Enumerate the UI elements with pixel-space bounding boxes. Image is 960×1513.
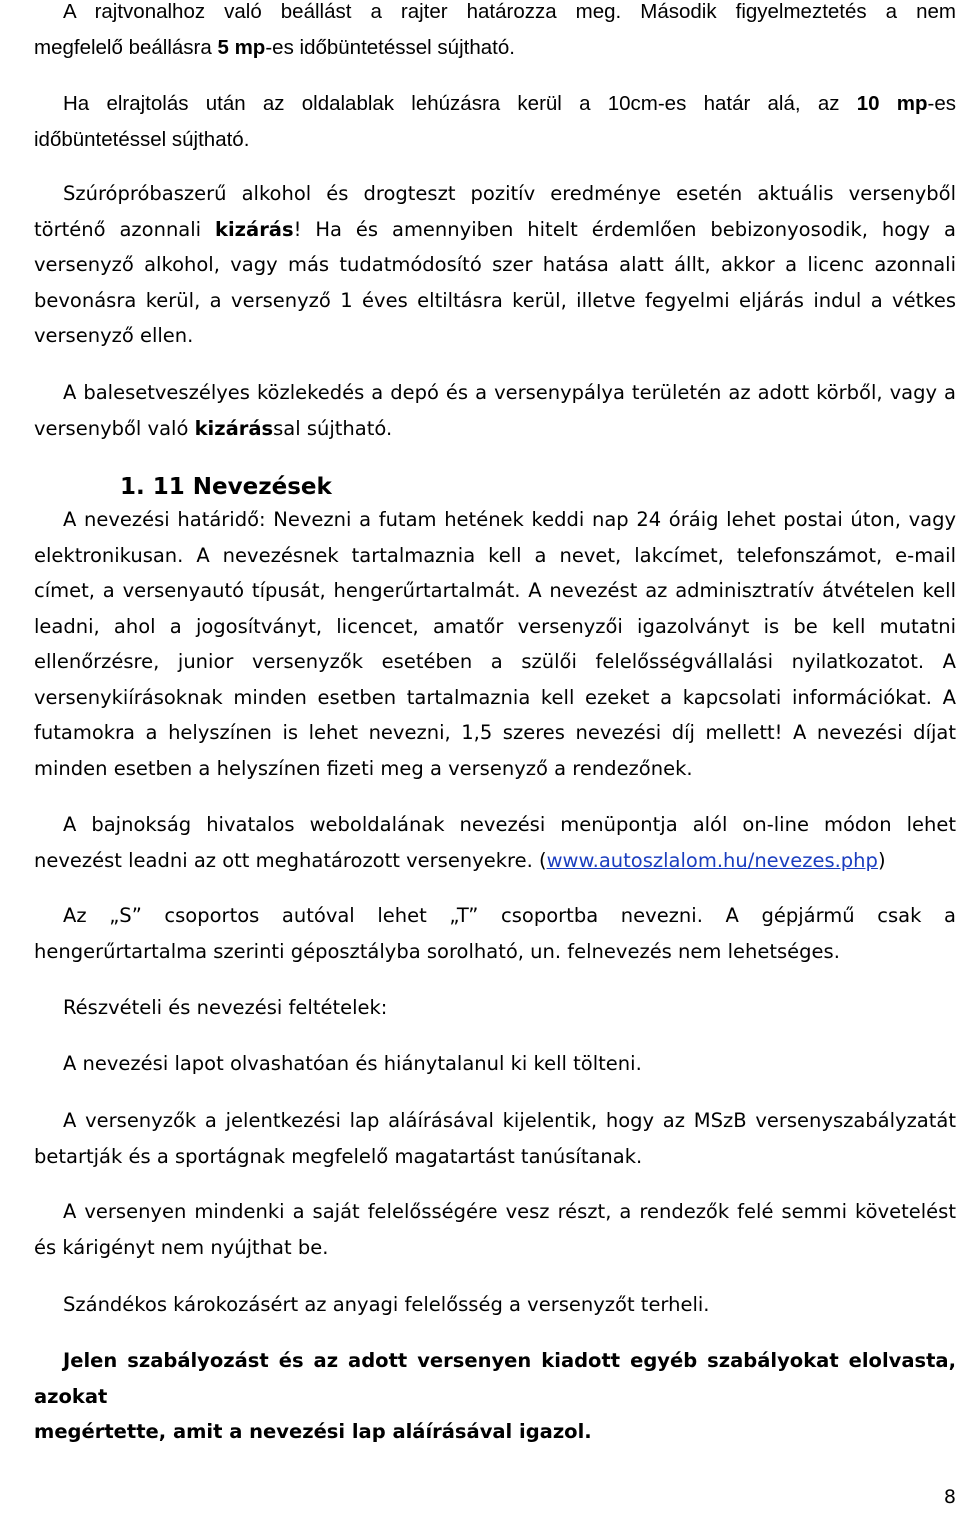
- text-line: A nevezési határidő: Nevezni a futam hetének keddi nap 24 óráig lehet postai úton, vagy: [63, 508, 956, 531]
- paragraph-own-responsibility: [5, 1194, 956, 1265]
- text-line: betartják és a sportágnak megfelelő magatartást tanúsítanak.: [34, 1144, 643, 1168]
- text-line: Szándékos károkozásért az anyagi felelősség a versenyzőt terheli.: [63, 1293, 710, 1316]
- paragraph-start-position: [5, 0, 956, 66]
- text-line: leadni, ahol a jogosítványt, licencet, amatőr versenyzői igazolványt is be kell mutatni: [34, 614, 956, 638]
- paragraph-window-rule: [5, 86, 956, 158]
- text-line: -es időbüntetéssel sújtható.: [265, 36, 515, 59]
- text-line: ): [877, 848, 886, 872]
- text-line: versenyző alkohol, vagy más tudatmódosító szer hatása alatt állt, akkor a licenc azonnali: [34, 253, 956, 276]
- text-line: Részvételi és nevezési feltételek:: [63, 996, 388, 1019]
- paragraph-online-entry: [5, 807, 956, 878]
- paragraph-conditions-title: [5, 990, 956, 1026]
- text-line: Jelen szabályozást és az adott versenyen kiadott egyéb szabályokat elolvasta, azokat: [34, 1349, 956, 1408]
- text-line: elektronikusan. A nevezésnek tartalmaznia kell a nevet, lakcímet, telefonszámot, e-mail: [34, 543, 956, 567]
- text-line: futamokra a helyszínen is lehet nevezni, 1,5 szeres nevezési díj mellett! A nevezési díjat: [34, 721, 956, 744]
- text-line: Szúrópróbaszerű alkohol és drogteszt pozitív eredménye esetén aktuális versenyből: [63, 182, 956, 205]
- paragraph-dangerous-driving: [5, 375, 956, 446]
- text-line: és kárigényt nem nyújthat be.: [34, 1235, 329, 1259]
- time-penalty-value: 5 mp: [217, 36, 266, 59]
- text-line: versenyből való: [34, 416, 195, 440]
- text-line: minden esetben a helyszínen fizeti meg a versenyző a rendezőnek.: [34, 756, 693, 780]
- text-line: A versenyzők a jelentkezési lap aláírásával kijelentik, hogy az MSzB versenyszabályzatát: [63, 1109, 956, 1132]
- section-heading: 1. 11 Nevezések: [120, 474, 332, 500]
- text-line: Az „S” csoportos autóval lehet „T” csoportba nevezni. A gépjármű csak a: [63, 904, 956, 927]
- text-line: A versenyen mindenki a saját felelősségére vesz részt, a rendezők felé semmi követelést: [63, 1200, 956, 1223]
- text-line: időbüntetéssel súјtható.: [34, 128, 250, 151]
- text-line: hengerűrtartalma szerinti géposztályba sorolható, un. felnevezés nem lehetséges.: [34, 939, 840, 963]
- disqualification-term: kizárás: [194, 416, 274, 440]
- entry-page-link[interactable]: www.autoszlalom.hu/nevezes.php: [546, 848, 878, 872]
- paragraph-damage-liability: [5, 1287, 956, 1323]
- disqualification-term: kizárás: [215, 217, 294, 241]
- text-line: sal sújtható.: [273, 416, 393, 440]
- text-line: ellenőrzésre, junior versenyzők esetében a szülői felelősségvállalási nyilatkozatot. A: [34, 650, 956, 673]
- text-line: versenykiírásoknak minden esetben tartalmaznia kell ezeket a kapcsolati információkat. A: [34, 685, 956, 709]
- paragraph-entries: [5, 502, 956, 786]
- text-line: címet, a versenyautó típusát, hengerűrtartalmát. A nevezést az adminisztratív átvételen kell: [34, 579, 956, 602]
- text-line: megfelelő beállásra: [34, 36, 218, 59]
- text-line: versenyző ellen.: [34, 324, 194, 347]
- text-line: ! Ha és amennyiben hitelt érdemlően bebizonyosodik, hogy a: [293, 217, 956, 241]
- paragraph-group-rules: [5, 898, 956, 969]
- text-line: történő azonnali: [34, 217, 216, 241]
- paragraph-alcohol-test: [5, 176, 956, 354]
- text-line: A rajtvonalhoz való beállást a rajter határozza meg. Második figyelmeztetés a nem: [63, 0, 956, 23]
- text-line: nevezést leadni az ott meghatározott versenyekre. (: [34, 848, 547, 872]
- paragraph-signature-declaration: [5, 1103, 956, 1174]
- text-line: bevonásra kerül, a versenyző 1 éves eltiltásra kerül, illetve fegyelmi eljárás indul a vétkes: [34, 288, 956, 312]
- paragraph-form-fill: [5, 1046, 956, 1082]
- text-line: A balesetveszélyes közlekedés a depó és a versenypálya területén az adott körből, vagy a: [63, 381, 956, 404]
- time-penalty-value: 10 mp: [856, 92, 928, 115]
- text-line: A nevezési lapot olvashatóan és hiánytalanul ki kell tölteni.: [63, 1052, 642, 1075]
- text-line: megértette, amit a nevezési lap aláírásával igazol.: [34, 1420, 592, 1443]
- page-number: 8: [943, 1486, 956, 1508]
- text-line: A bajnokság hivatalos weboldalának nevezési menüpontja alól on-line módon lehet: [63, 813, 956, 836]
- text-line: -es: [927, 92, 956, 115]
- paragraph-acknowledgement: [5, 1343, 956, 1450]
- text-line: Ha elrajtolás után az oldalablak lehúzásra kerül a 10cm-es határ alá, az: [63, 92, 857, 115]
